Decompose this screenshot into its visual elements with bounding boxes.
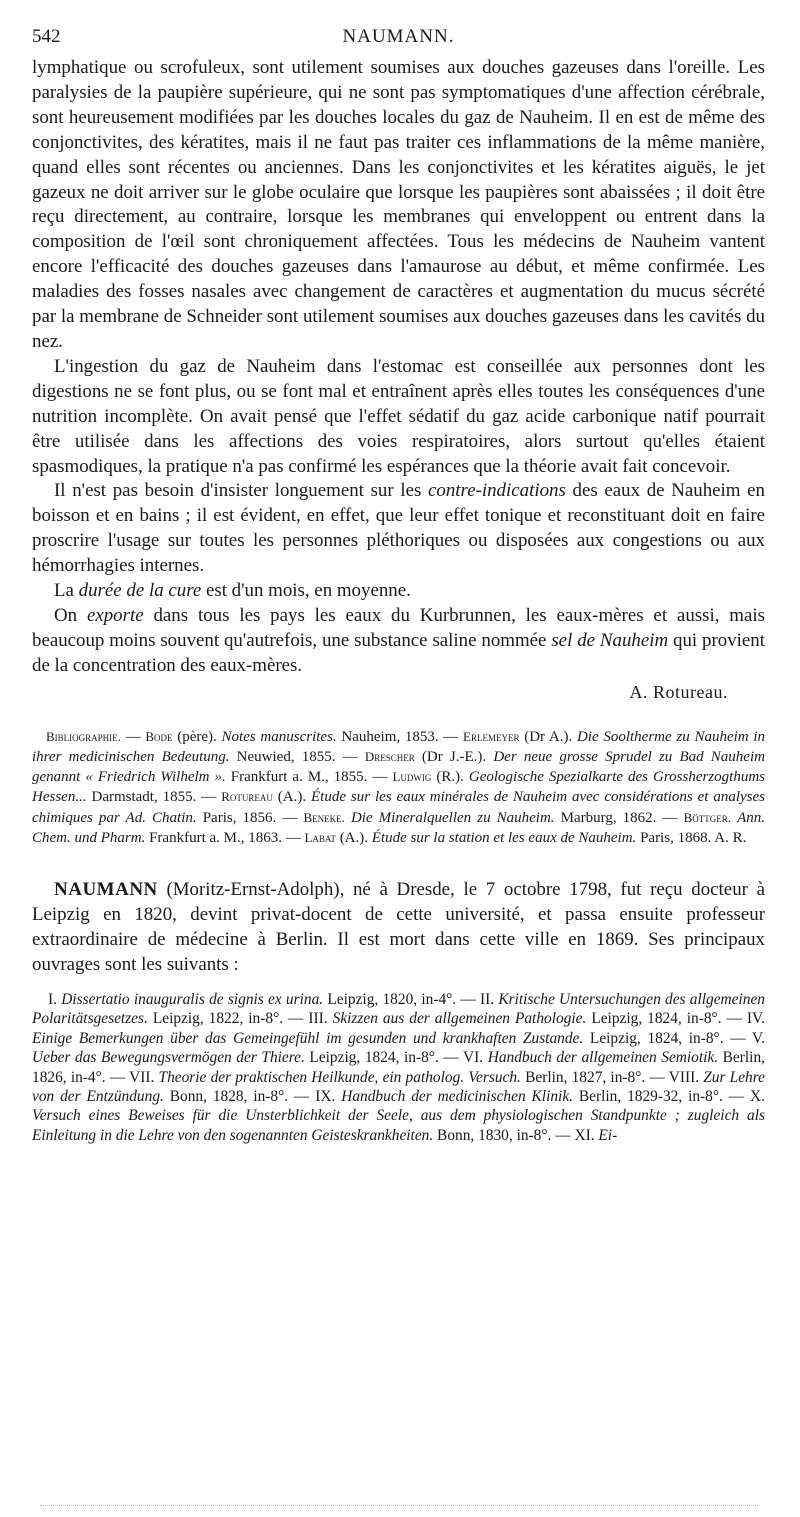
dictionary-page [32, 26, 765, 1145]
author-signature: A. Rotureau. [629, 681, 728, 702]
bibliography: Bibliographie. — Bode (père). Notes manuscrites. Nauheim, 1853. — Erlemeyer (Dr A.). Die Sooltherme zu Nauheim in ihrer medicinischen Bedeutung. Neuwied, 1855. — Drescher (Dr J.-E.). Der neue grosse Sprudel zu Bad Nauheim genannt « Friedrich Wilhelm ». Frankfurt a. M., 1855. — Ludwig (R.). Geologische Spezialkarte des Grossherzogthums Hessen... Darmstadt, 1855. — Rotureau (A.). Étude sur les eaux minérales de Nauheim avec considérations et analyses chimiques par Ad. Chatin. Paris, 1856. — Beneke. Die Mineralquellen zu Nauheim. Marburg, 1862. — Böttger. Ann. Chem. und Pharm. Frankfurt a. M., 1863. — Labat (A.). Étude sur la station et les eaux de Nauheim. Paris, 1868. A. R. [32, 728, 766, 847]
paragraph-ingestion: L'ingestion du gaz de Nauheim dans l'estomac est conseillée aux personnes dont les digestions ne se font plus, ou se font mal et entraînent après elles toutes les conséquences d'une nutrition incomplète. On avait pensé que l'effet sédatif du gaz acide carbonique natif pourrait être utilisée dans les affections des voies respiratoires, alors surtout qu'elles étaient spasmodiques, la pratique n'a pas confirmé les espérances que la théorie avait fait concevoir. [32, 355, 765, 477]
paragraph-exporte: On exporte dans tous les pays les eaux du Kurbrunnen, les eaux-mères et aussi, mais beaucoup moins souvent qu'autrefois, une substance saline nommée sel de Nauheim qui provient de la concentration des eaux-mères. [32, 604, 765, 676]
running-title: NAUMANN. [342, 26, 455, 47]
paragraph-douches: lymphatique ou scrofuleux, sont utilement soumises aux douches gazeuses dans l'oreille. Les paralysies de la paupière supérieure, qui ne sont pas symptomatiques d'une affection cérébrale, sont heureusement modifiées par les douches locales du gaz de Nauheim. Il en est de même des conjonctivites, des kératites, mais il ne faut pas traiter ces inflammations de la même manière, quand elles sont récentes ou anciennes. Dans les conjonctivites et les kératites aiguës, le jet gazeux ne doit arriver sur le globe oculaire que lorsque les paupières sont abaissées ; il doit être reçu directement, au contraire, lorsque les membranes qui enveloppent ou entrent dans la composition de l'œil sont chroniquement affectées. Tous les médecins de Nauheim vantent encore l'efficacité des douches gazeuses dans l'amaurose au début, et même confirmée. Les maladies des fosses nasales avec changement de caractères et augmentation du mucus sécrété par la membrane de Schneider sont utilement soumises aux douches gazeuses dans les cavités du nez. [32, 57, 765, 352]
paragraph-duree: La durée de la cure est d'un mois, en moyenne. [54, 580, 411, 602]
entry-naumann: NAUMANN (Moritz-Ernst-Adolph), né à Dresde, le 7 octobre 1798, fut reçu docteur à Leipzig en 1820, devint privat-docent de cette université, et passa ensuite professeur extraordinaire de médecine à Berlin. Il est mort dans cette ville en 1869. Ses principaux ouvrages sont les suivants : [32, 879, 765, 976]
page-number: 542 [32, 26, 61, 47]
entry-headword: NAUMANN [54, 879, 158, 901]
article-continuation [32, 56, 765, 705]
paragraph-contre-indications: Il n'est pas besoin d'insister longuement sur les contre-indications des eaux de Nauheim en boisson et en bains ; il est évident, en effet, que leur effet tonique et reconstituant doit en faire proscrire l'usage sur toutes les personnes pléthoriques ou disposées aux congestions ou aux hémorrhagies internes. [32, 480, 765, 577]
page-header [32, 26, 765, 56]
works-list: I. Dissertatio inauguralis de signis ex urina. Leipzig, 1820, in-4°. — II. Kritische Untersuchungen des allgemeinen Polaritätsgesetzes. Leipzig, 1822, in-8°. — III. Skizzen aus der allgemeinen Pathologie. Leipzig, 1824, in-8°. — IV. Einige Bemerkungen über das Gemeingefühl im gesunden und krankhaften Zustande. Leipzig, 1824, in-8°. — V. Ueber das Bewegungsvermögen der Thiere. Leipzig, 1824, in-8°. — VI. Handbuch der allgemeinen Semiotik. Berlin, 1826, in-4°. — VII. Theorie der praktischen Heilkunde, ein patholog. Versuch. Berlin, 1827, in-8°. — VIII. Zur Lehre von der Entzündung. Bonn, 1828, in-8°. — IX. Handbuch der medicinischen Klinik. Berlin, 1829-32, in-8°. — X. Versuch eines Beweises für die Unsterblichkeit der Seele, aus dem physiologischen Standpunkte ; zugleich als Einleitung in die Lehre von den sogenannten Geisteskrankheiten. Bonn, 1830, in-8°. — XI. Ei- [32, 990, 766, 1144]
bottom-divider [40, 1505, 758, 1506]
